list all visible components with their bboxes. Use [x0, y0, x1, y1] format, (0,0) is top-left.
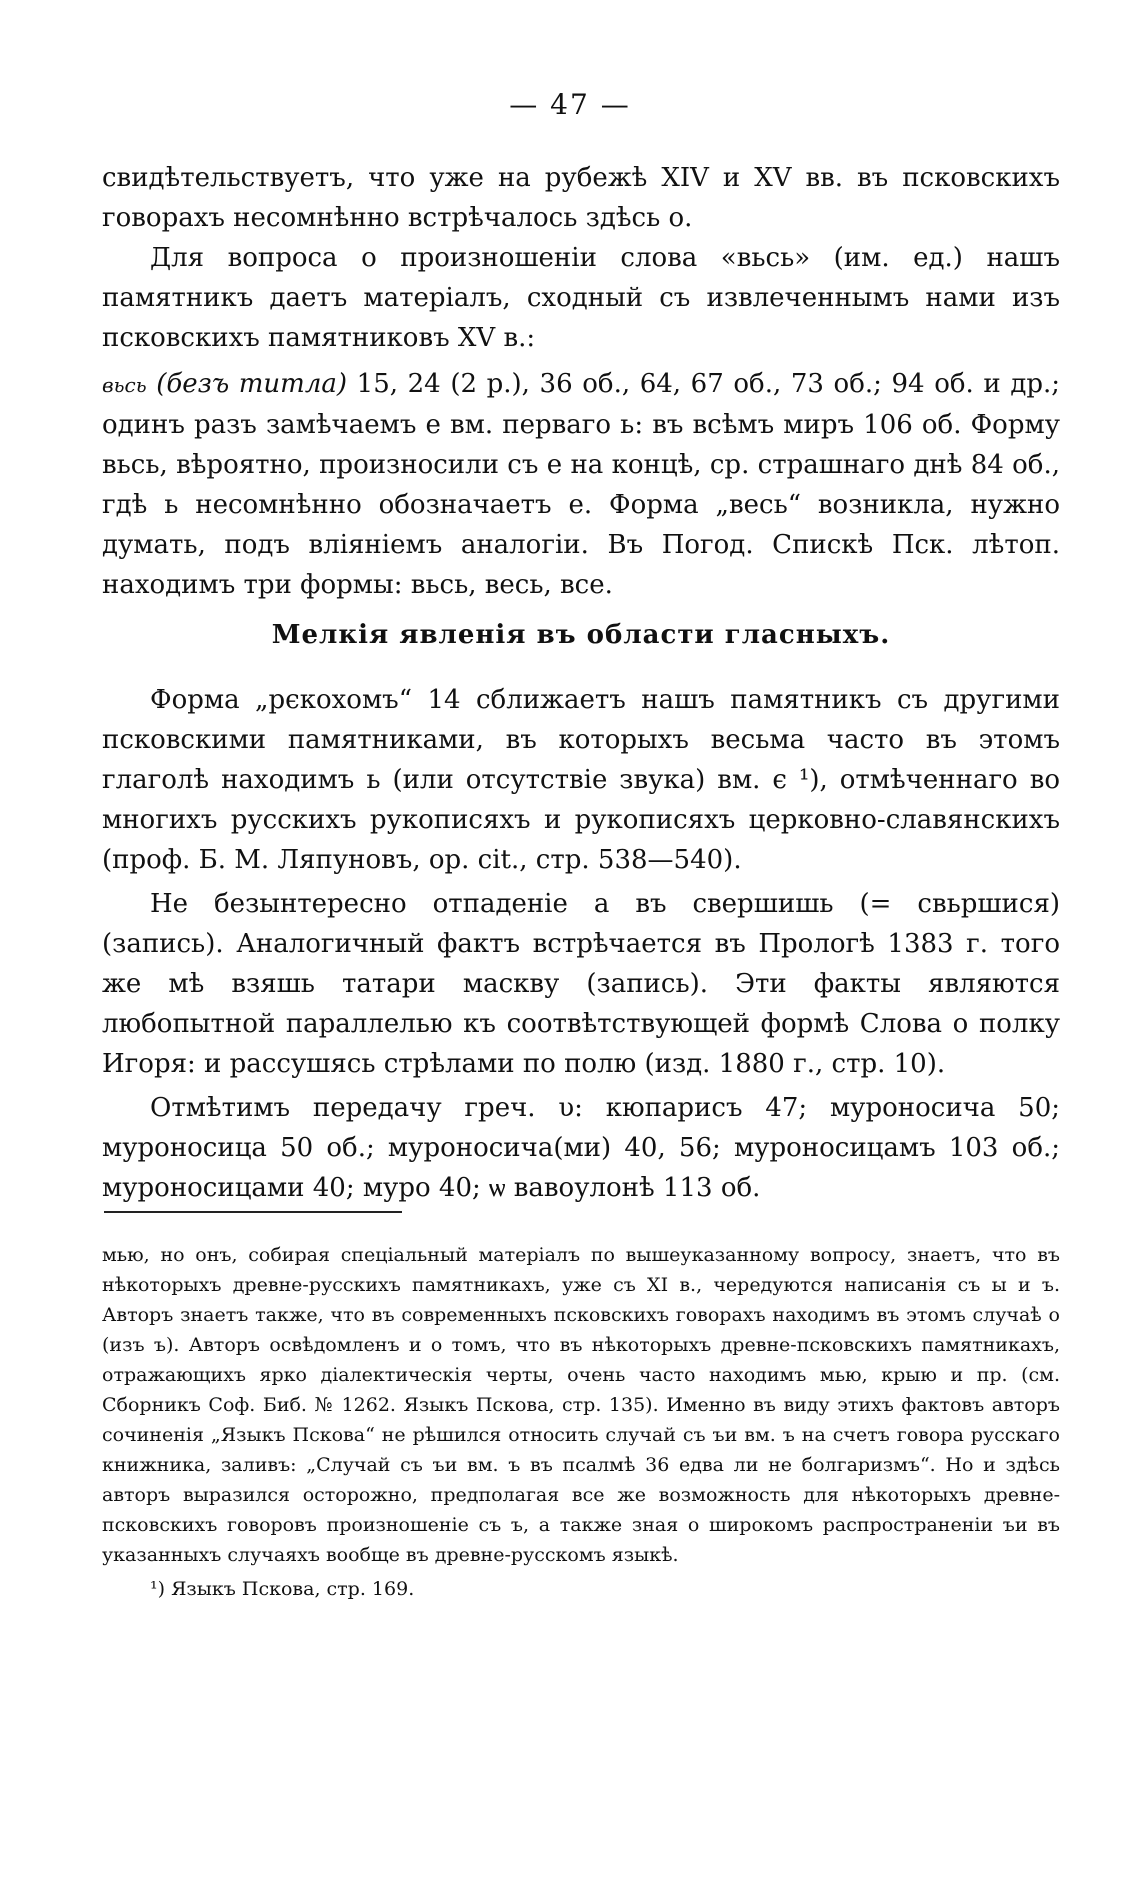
page-number: — 47 —: [509, 88, 631, 121]
footnote-1: ¹) Языкъ Пскова, стр. 169.: [150, 1578, 415, 1600]
main-text: [102, 158, 1060, 605]
footnote-divider: [104, 1211, 402, 1213]
paragraph-omission: Не безынтересно отпаденіе а въ свершишь (= свьршися) (запись). Аналогичный фактъ встрѣчается въ Прологѣ 1383 г. того же мѣ взяшь татари маскву (запись). Эти факты являются любопытной параллелью къ соотвѣтствующей формѣ Слова о полку Игоря: и рассушясь стрѣлами по полю (изд. 1880 г., стр. 10).: [102, 889, 1060, 1079]
paragraph-pronunciation: Для вопроса о произношеніи слова «вьсь» (им. ед.) нашъ памятникъ даетъ матеріалъ, сходный съ извлеченнымъ нами изъ псковскихъ памятниковъ XV в.:: [102, 243, 1060, 353]
section-text: [102, 680, 1060, 1212]
citation-text: 15, 24 (2 р.), 36 об., 64, 67 об., 73 об.; 94 об. и др.; одинъ разъ замѣчаемъ е вм. перваго ь: въ всѣмъ миръ 106 об. Форму вьсь, вѣроятно, произносили съ е на концѣ, ср. страшнаго днѣ 84 об., гдѣ ь несомнѣнно обозначаетъ е. Форма „весь“ возникла, нужно думать, подъ вліяніемъ аналогіи. Въ Погод. Спискѣ Пск. лѣтоп. находимъ три формы: вьсь, весь, все.: [102, 369, 1061, 600]
paragraph-citations: [102, 364, 1060, 605]
citation-note: (безъ титла): [156, 369, 348, 399]
church-slavonic-word: вьсь: [102, 373, 147, 397]
footnote-continued: мью, но онъ, собирая спеціальный матеріалъ по вышеуказанному вопросу, знаетъ, что въ нѣкоторыхъ древне-русскихъ памятникахъ, уже съ XI в., чередуются написанія съ ы и ъ. Авторъ знаетъ также, что въ современныхъ псковскихъ говорахъ находимъ въ этомъ случаѣ о (изъ ъ). Авторъ освѣдомленъ и о томъ, что въ нѣкоторыхъ древне-псковскихъ памятникахъ, отражающихъ ярко діалектическія черты, очень часто находимъ мью, крыю и пр. (см. Сборникъ Соф. Биб. № 1262. Языкъ Пскова, стр. 135). Именно въ виду этихъ фактовъ авторъ сочиненія „Языкъ Пскова“ не рѣшился относить случай съ ъи вм. ъ на счетъ говора русскаго книжника, заливъ: „Случай съ ъи вм. ъ въ псалмѣ 36 едва ли не болгаризмъ“. Но и здѣсь авторъ выразился осторожно, предполагая все же возможность для нѣкоторыхъ древне-псковскихъ говоровъ произношеніе съ ъ, а также зная о широкомъ распространеніи ъи въ указанныхъ случаяхъ вообще въ древне-русскомъ языкѣ.: [102, 1244, 1060, 1566]
section-heading: Мелкія явленія въ области гласныхъ.: [271, 620, 891, 650]
paragraph-continued: свидѣтельствуетъ, что уже на рубежѣ XIV и XV вв. въ псковскихъ говорахъ несомнѣнно встрѣчалось здѣсь о.: [102, 163, 1060, 233]
paragraph-form: Форма „рєкохомъ“ 14 сближаетъ нашъ памятникъ съ другими псковскими памятниками, въ которыхъ весьма часто въ этомъ глаголѣ находимъ ь (или отсутствіе звука) вм. є ¹), отмѣченнаго во многихъ русскихъ рукописяхъ и рукописяхъ церковно-славянскихъ (проф. Б. М. Ляпуновъ, op. cit., стр. 538—540).: [102, 685, 1060, 875]
footnotes: [102, 1240, 1060, 1604]
paragraph-greek: Отмѣтимъ передачу греч. υ: кюпарисъ 47; муроносича 50; муроносица 50 об.; муроносича(ми) 40, 56; муроносицамъ 103 об.; муроносицами 40; муро 40; ѡ вавоулонѣ 113 об.: [102, 1093, 1060, 1203]
